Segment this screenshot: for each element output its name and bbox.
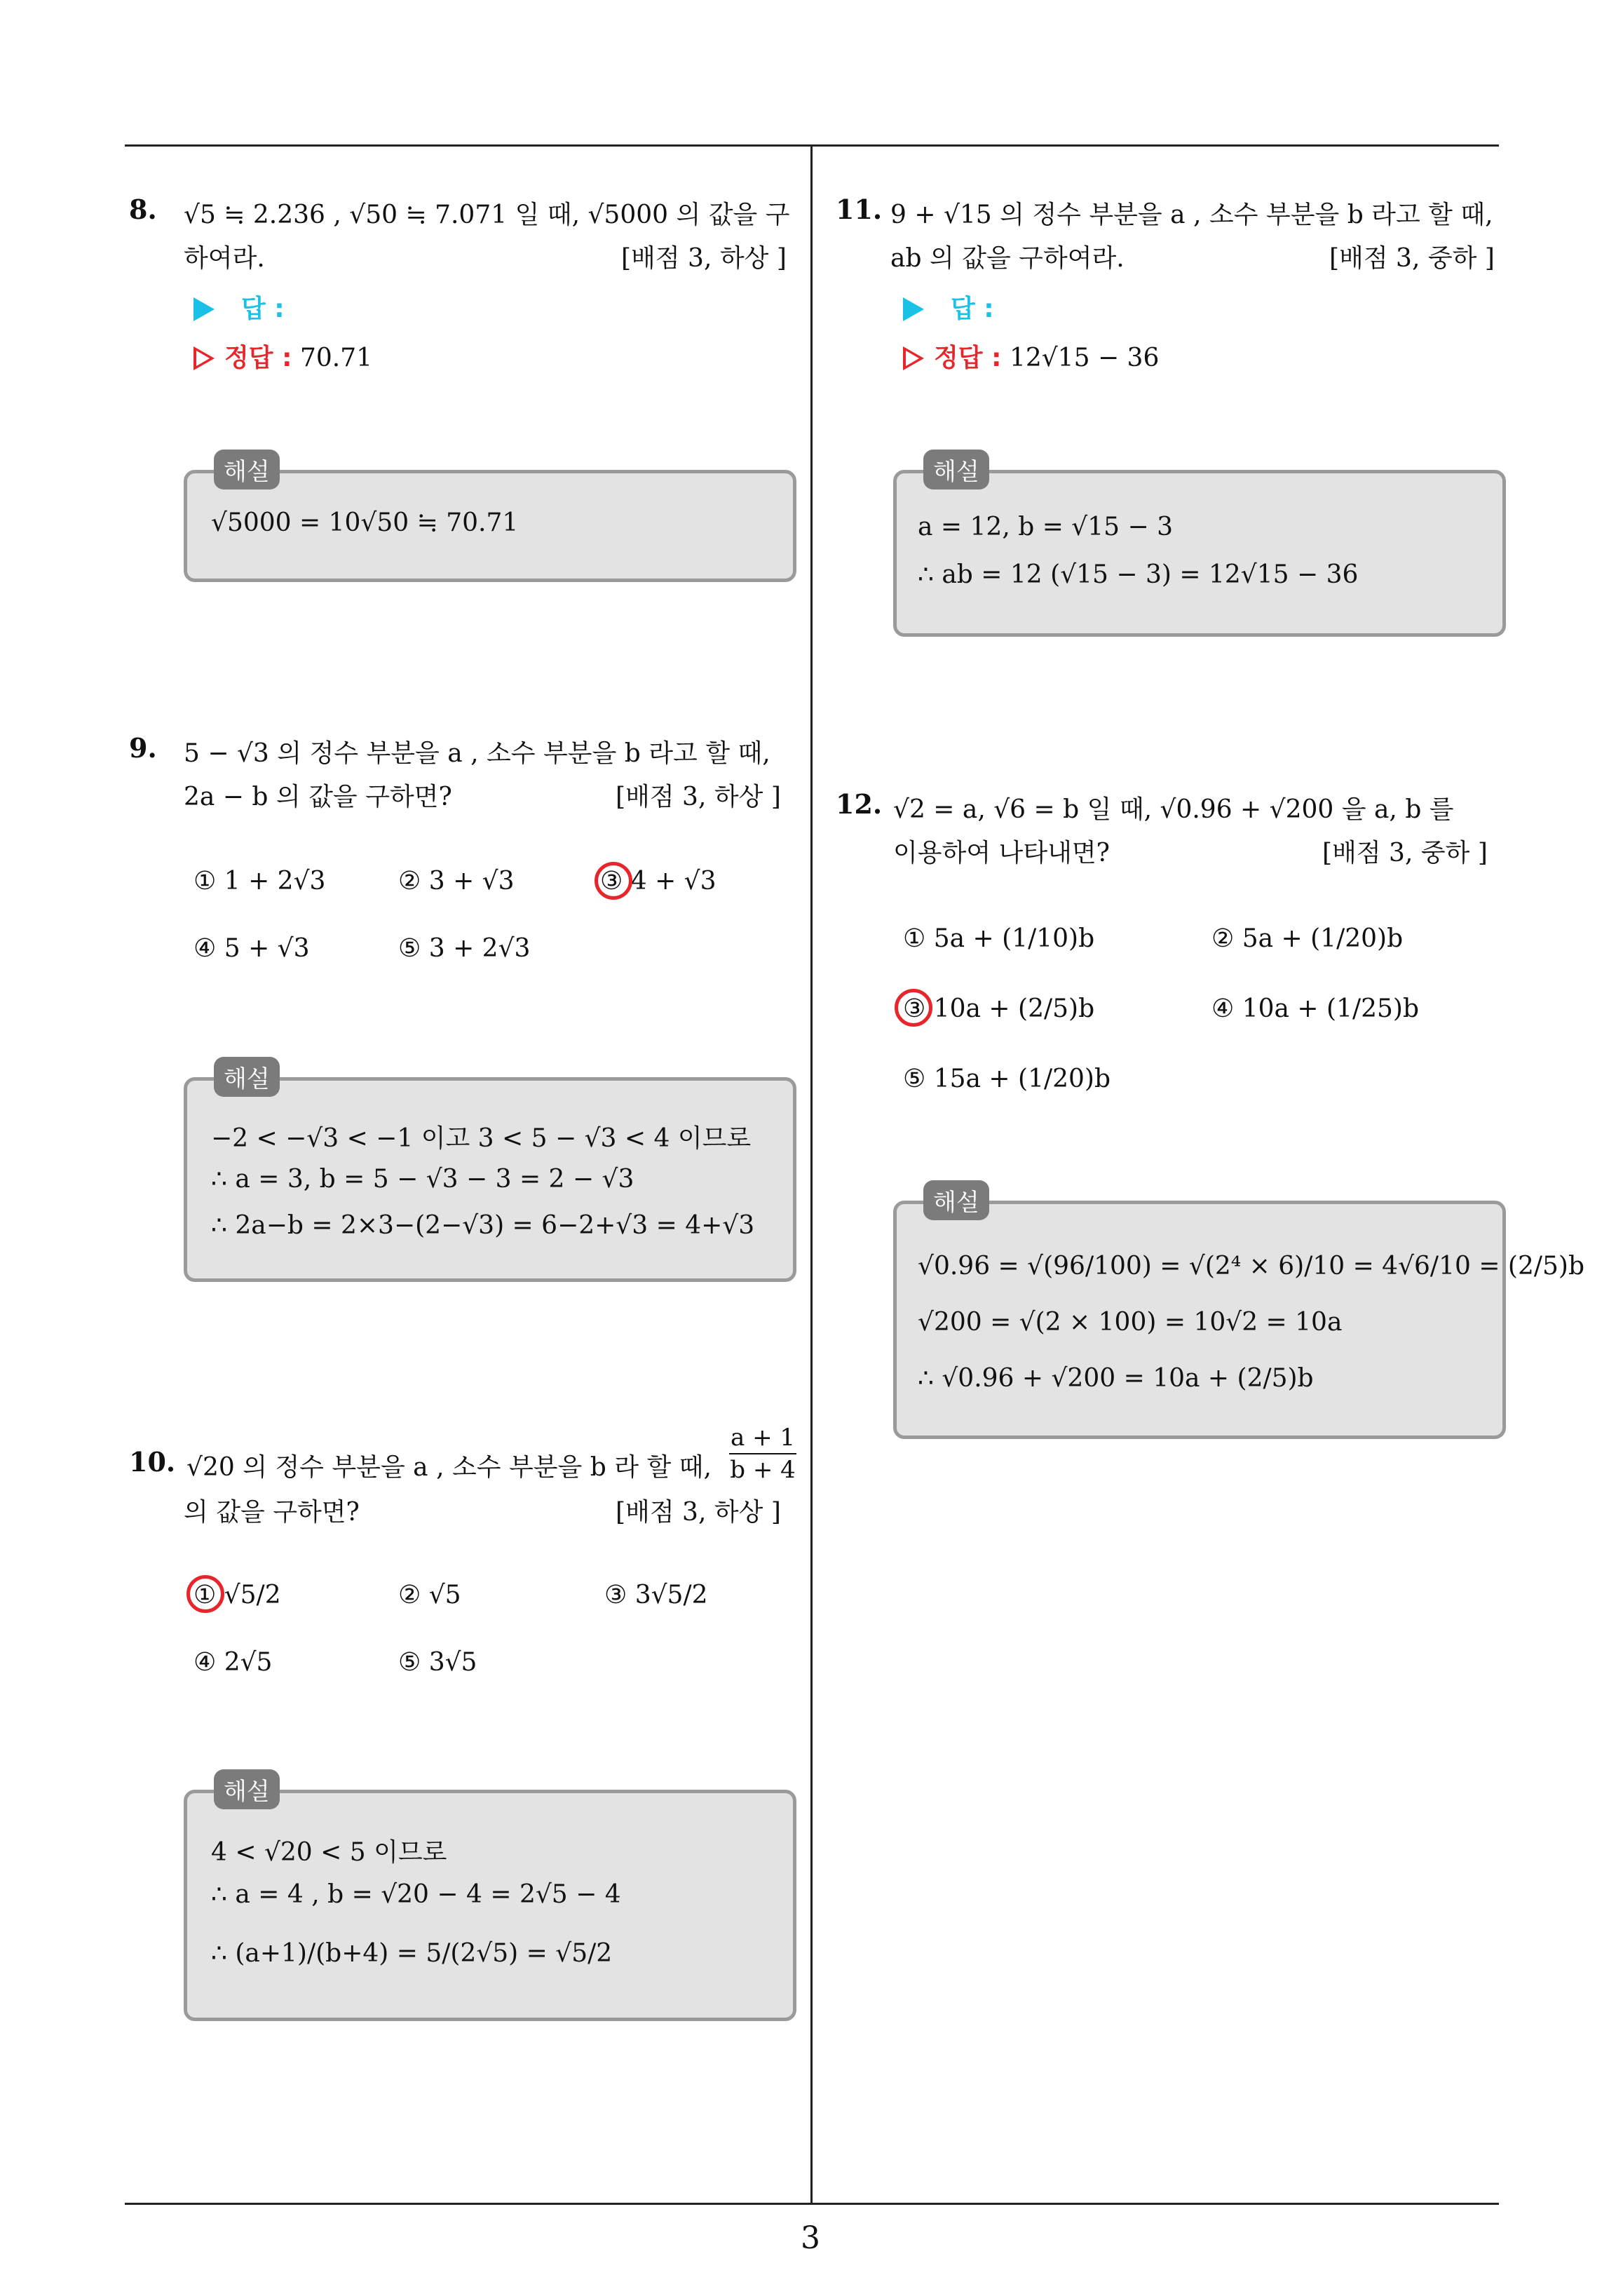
option-2[interactable]: ② √5 [398, 1581, 461, 1609]
option-3[interactable]: ③ 4 + √3 [600, 867, 717, 896]
question-text-line2: 2a − b 의 값을 구하면? [184, 783, 452, 811]
solution-line: ∴ √0.96 + √200 = 10a + (2/5)b [918, 1364, 1314, 1393]
option-1[interactable]: ① 5a + (1/10)b [903, 924, 1095, 953]
solution-line: √0.96 = √(96/100) = √(2⁴ × 6)/10 = 4√6/10 = (2/5)b [918, 1252, 1584, 1281]
score-level: [배점 3, 하상 ] [616, 1498, 781, 1527]
option-4[interactable]: ④ 2√5 [193, 1648, 273, 1677]
bottom-rule [125, 2203, 1499, 2205]
option-4[interactable]: ④ 10a + (1/25)b [1211, 994, 1420, 1023]
score-level: [배점 3, 하상 ] [616, 783, 781, 811]
solution-box [893, 458, 1506, 637]
fraction-denominator: b + 4 [730, 1456, 796, 1484]
option-3[interactable]: ③ 10a + (2/5)b [903, 994, 1095, 1023]
correct-answer-value: 12√15 − 36 [1009, 344, 1160, 372]
outline-triangle-icon [193, 346, 215, 370]
question-text-line2: 이용하여 나타내면? [893, 839, 1110, 867]
question-number: 11. [836, 194, 883, 225]
fraction [729, 1424, 796, 1484]
answer-prompt: 답 : [193, 289, 285, 325]
question-number: 10. [129, 1446, 176, 1478]
selected-answer-circle [186, 1575, 224, 1613]
correct-answer: 정답 : 70.71 [193, 338, 372, 374]
option-2[interactable]: ② 3 + √3 [398, 867, 515, 896]
question-number: 8. [129, 194, 157, 225]
play-icon [193, 297, 215, 321]
question-text-line1: 5 − √3 의 정수 부분을 a , 소수 부분을 b 라고 할 때, [184, 739, 770, 768]
question-text-line2: ab 의 값을 구하여라. [890, 244, 1125, 273]
option-3[interactable]: ③ 3√5/2 [604, 1581, 708, 1609]
answer-prompt: 답 : [903, 289, 994, 325]
question-text-line1: √20 의 정수 부분을 a , 소수 부분을 b 라 할 때, [186, 1453, 712, 1482]
column-divider [810, 144, 813, 2204]
option-5[interactable]: ⑤ 3√5 [398, 1648, 477, 1677]
selected-answer-circle [595, 862, 632, 900]
solution-line: ∴ (a+1)/(b+4) = 5/(2√5) = √5/2 [211, 1939, 613, 1968]
solution-line: −2 < −√3 < −1 이고 3 < 5 − √3 < 4 이므로 [211, 1124, 752, 1153]
solution-line: ∴ a = 3, b = 5 − √3 − 3 = 2 − √3 [211, 1165, 634, 1194]
option-5[interactable]: ⑤ 3 + 2√3 [398, 934, 531, 963]
selected-answer-circle [895, 989, 932, 1027]
solution-line: √5000 = 10√50 ≒ 70.71 [211, 508, 519, 537]
solution-line: √200 = √(2 × 100) = 10√2 = 10a [918, 1308, 1343, 1337]
question-text-line2: 의 값을 구하면? [184, 1498, 360, 1527]
play-icon [903, 297, 924, 321]
solution-tag: 해설 [923, 1180, 989, 1220]
question-text-line1: 9 + √15 의 정수 부분을 a , 소수 부분을 b 라고 할 때, [890, 201, 1493, 229]
option-1[interactable]: ① 1 + 2√3 [193, 867, 326, 896]
correct-answer-value: 70.71 [299, 344, 372, 372]
score-level: [배점 3, 중하 ] [1322, 839, 1488, 867]
solution-line: ∴ ab = 12 (√15 − 3) = 12√15 − 36 [918, 560, 1359, 589]
page-number: 3 [801, 2220, 820, 2256]
solution-box [184, 458, 796, 582]
score-level: [배점 3, 중하 ] [1329, 244, 1495, 273]
question-text-line2: 하여라. [184, 244, 265, 273]
option-4[interactable]: ④ 5 + √3 [193, 934, 310, 963]
solution-tag: 해설 [923, 450, 989, 489]
score-level: [배점 3, 하상 ] [621, 244, 787, 273]
solution-tag: 해설 [214, 1769, 280, 1809]
solution-line: a = 12, b = √15 − 3 [918, 513, 1174, 541]
fraction-numerator: a + 1 [729, 1424, 796, 1454]
question-number: 9. [129, 732, 157, 764]
option-2[interactable]: ② 5a + (1/20)b [1211, 924, 1404, 953]
solution-box [184, 1065, 796, 1282]
solution-tag: 해설 [214, 450, 280, 489]
solution-box [893, 1189, 1584, 1439]
solution-box [184, 1778, 796, 2021]
correct-answer: 정답 : 12√15 − 36 [903, 338, 1159, 374]
question-text-line1: √5 ≒ 2.236 , √50 ≒ 7.071 일 때, √5000 의 값을 구 [184, 201, 790, 229]
question-number: 12. [836, 788, 883, 820]
question-text-line1: √2 = a, √6 = b 일 때, √0.96 + √200 을 a, b 를 [893, 795, 1454, 824]
solution-tag: 해설 [214, 1057, 280, 1097]
solution-line: ∴ a = 4 , b = √20 − 4 = 2√5 − 4 [211, 1880, 621, 1909]
solution-line: 4 < √20 < 5 이므로 [211, 1838, 447, 1867]
option-5[interactable]: ⑤ 15a + (1/20)b [903, 1065, 1111, 1093]
outline-triangle-icon [903, 346, 924, 370]
option-1[interactable]: ① √5/2 [193, 1581, 281, 1609]
solution-line: ∴ 2a−b = 2×3−(2−√3) = 6−2+√3 = 4+√3 [211, 1211, 755, 1240]
